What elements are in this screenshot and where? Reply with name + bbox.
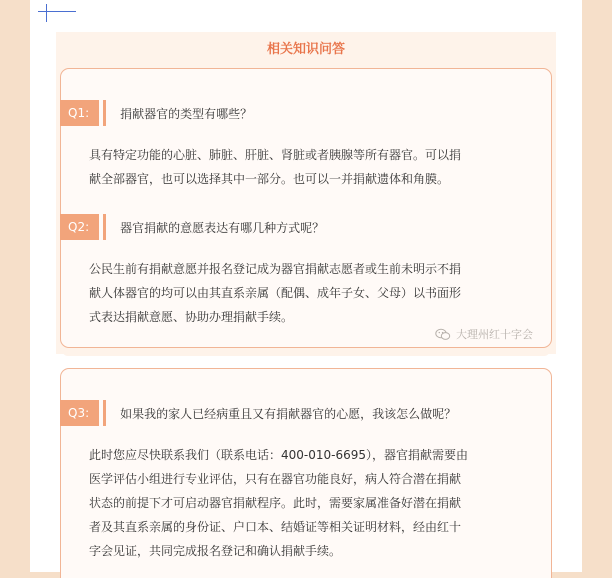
qa-card-2	[60, 368, 552, 578]
question-row-3	[60, 400, 456, 426]
answer-1	[89, 143, 461, 191]
question-row-1	[60, 100, 252, 126]
answer-line: 具有特定功能的心脏、肺脏、肝脏、肾脏或者胰腺等所有器官。可以捐	[89, 148, 462, 162]
answer-line: 此时您应尽快联系我们（联系电话：400-010-6695），器官捐献需要由	[89, 448, 469, 462]
answer-line: 医学评估小组进行专业评估，只有在器官功能良好，病人符合潜在捐献	[89, 472, 462, 486]
crosshair-horizontal	[38, 11, 76, 12]
qa-card-1	[60, 68, 552, 348]
answer-line: 公民生前有捐献意愿并报名登记成为器官捐献志愿者或生前未明示不捐	[89, 262, 462, 276]
question-label-2: Q2:	[60, 214, 99, 240]
question-text-1: 捐献器官的类型有哪些？	[120, 106, 253, 121]
question-accent-bar	[103, 400, 106, 426]
question-text-2: 器官捐献的意愿表达有哪几种方式呢？	[120, 220, 325, 235]
question-accent-bar	[103, 100, 106, 126]
answer-line: 状态的前提下才可启动器官捐献程序。此时，需要家属准备好潜在捐献	[89, 496, 462, 510]
crosshair-vertical	[46, 4, 47, 22]
question-label-1: Q1:	[60, 100, 99, 126]
question-text-3: 如果我的家人已经病重且又有捐献器官的心愿，我该怎么做呢？	[120, 406, 457, 421]
watermark-text: 大理州红十字会	[456, 328, 533, 341]
answer-3	[89, 443, 468, 563]
answer-line: 献全部器官，也可以选择其中一部分。也可以一并捐献遗体和角膜。	[89, 172, 450, 186]
wechat-icon	[435, 328, 451, 341]
answer-2	[89, 257, 461, 329]
question-row-2	[60, 214, 324, 240]
question-accent-bar	[103, 214, 106, 240]
answer-line: 者及其直系亲属的身份证、户口本、结婚证等相关证明材料，经由红十	[89, 520, 462, 534]
watermark	[435, 326, 533, 342]
answer-line: 字会见证，共同完成报名登记和确认捐献手续。	[89, 544, 342, 558]
card-divider	[62, 350, 550, 356]
section-title: 相关知识问答	[266, 42, 345, 57]
answer-line: 式表达捐献意愿、协助办理捐献手续。	[89, 310, 294, 324]
question-label-3: Q3:	[60, 400, 99, 426]
answer-line: 献人体器官的均可以由其直系亲属（配偶、成年子女、父母）以书面形	[89, 286, 462, 300]
